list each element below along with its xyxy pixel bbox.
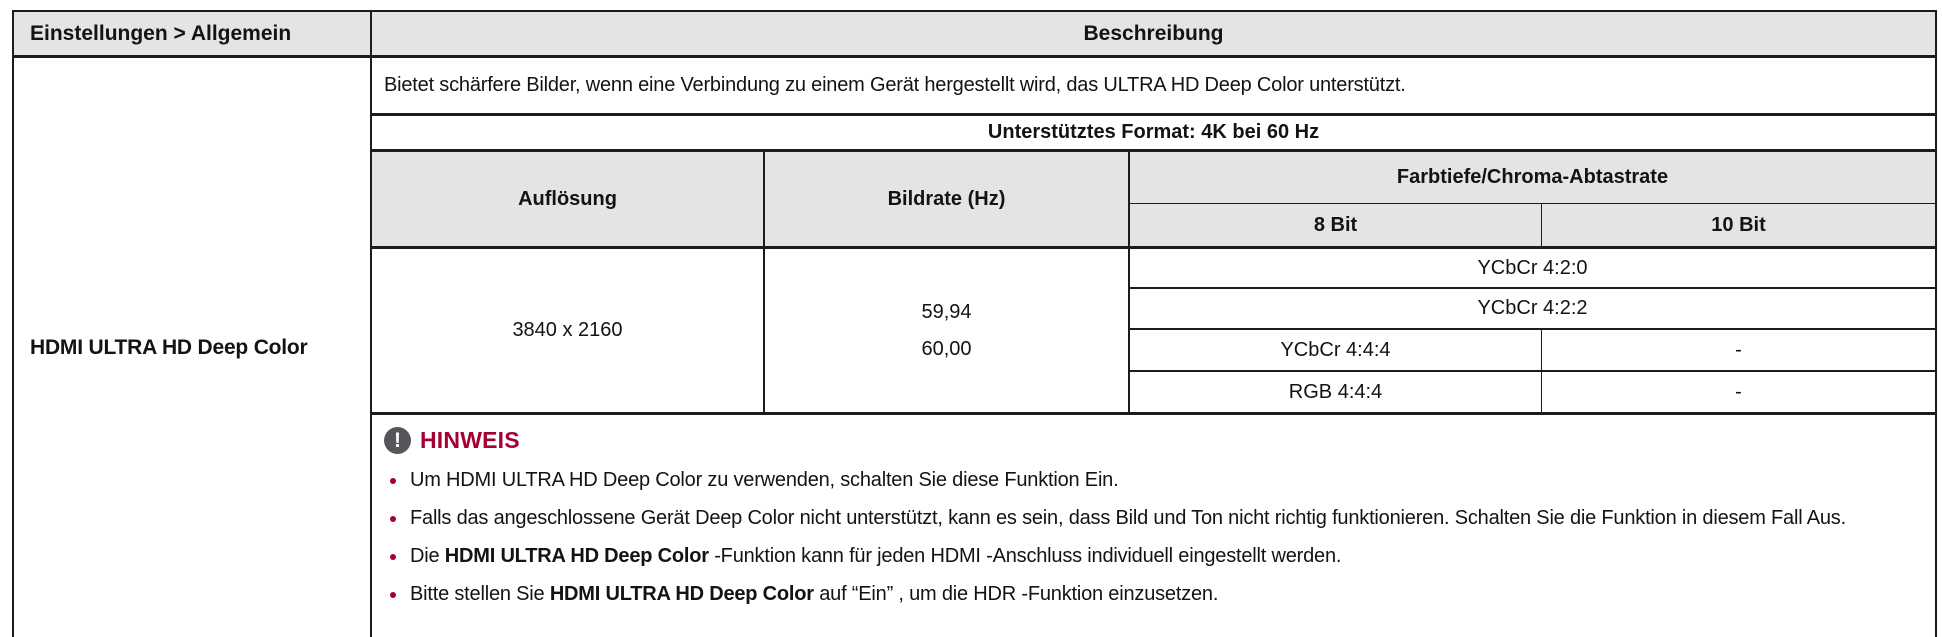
exclamation-icon: ! <box>384 427 411 454</box>
bullet-icon <box>390 478 396 484</box>
note-bullet-list <box>384 469 1921 606</box>
bullet-4-pre: Bitte stellen Sie <box>410 583 550 605</box>
feature-name-cell <box>14 58 372 637</box>
description-header <box>372 12 1935 58</box>
bullet-3-bold: HDMI ULTRA HD Deep Color <box>444 545 709 567</box>
intro-text: Bietet schärfere Bilder, wenn eine Verbindung zu einem Gerät hergestellt wird, das ULTRA HD Deep Color unterstützt. <box>384 74 1406 96</box>
spec-table <box>372 152 1935 415</box>
bullet-1-pre: Um HDMI ULTRA HD Deep Color zu verwenden, schalten Sie diese Funktion Ein. <box>410 469 1119 491</box>
bullet-4-post: auf “Ein” , um die HDR -Funktion einzusetzen. <box>813 583 1219 605</box>
description-header-label: Beschreibung <box>1083 21 1224 45</box>
col-header-10bit: 10 Bit <box>1542 204 1935 249</box>
col-header-framerate: Bildrate (Hz) <box>765 152 1130 249</box>
resolution-value: 3840 x 2160 <box>372 249 765 412</box>
bullet-icon <box>390 554 396 560</box>
bullet-3-post: -Funktion kann für jeden HDMI -Anschluss individuell eingestellt werden. <box>708 545 1342 567</box>
intro-row <box>372 58 1935 116</box>
col-header-colordepth: Farbtiefe/Chroma-Abtastrate <box>1130 152 1935 204</box>
bullet-2-pre: Falls das angeschlossene Gerät Deep Color nicht unterstützt, kann es sein, dass Bild und Ton nicht richtig funktionieren. Schalten Sie die Funktion in diesem Fall Aus. <box>410 507 1846 529</box>
settings-table <box>12 10 1937 637</box>
note-bullet-3 <box>384 545 1921 568</box>
bullet-4-bold: HDMI ULTRA HD Deep Color <box>549 583 814 605</box>
bullet-icon <box>390 592 396 598</box>
chroma-row-444: YCbCr 4:4:4 <box>1130 330 1542 372</box>
framerate-value-1: 59,94 <box>921 300 972 323</box>
chroma-row-rgb444: RGB 4:4:4 <box>1130 372 1542 412</box>
note-bullet-1 <box>384 469 1921 492</box>
chroma-row-422: YCbCr 4:2:2 <box>1130 289 1935 330</box>
framerate-values <box>765 249 1130 412</box>
framerate-value-2: 60,00 <box>921 337 972 360</box>
settings-path-label: Einstellungen > Allgemein <box>30 21 292 45</box>
note-section <box>372 415 1935 637</box>
col-header-resolution: Auflösung <box>372 152 765 249</box>
chroma-row-444-10bit: - <box>1542 330 1935 372</box>
supported-format-row <box>372 116 1935 152</box>
note-bullet-4 <box>384 583 1921 606</box>
bullet-icon <box>390 516 396 522</box>
bullet-3-pre: Die <box>410 545 445 567</box>
note-title-row <box>384 427 1921 454</box>
note-bullet-2 <box>384 507 1921 530</box>
supported-format-text: Unterstütztes Format: 4K bei 60 Hz <box>987 121 1320 143</box>
feature-name-label: HDMI ULTRA HD Deep Color <box>30 335 308 359</box>
settings-path-header <box>14 12 372 58</box>
description-cell <box>372 58 1935 637</box>
col-header-8bit: 8 Bit <box>1130 204 1542 249</box>
note-title: HINWEIS <box>420 427 520 453</box>
chroma-row-420: YCbCr 4:2:0 <box>1130 249 1935 289</box>
chroma-row-rgb444-10bit: - <box>1735 380 1742 403</box>
